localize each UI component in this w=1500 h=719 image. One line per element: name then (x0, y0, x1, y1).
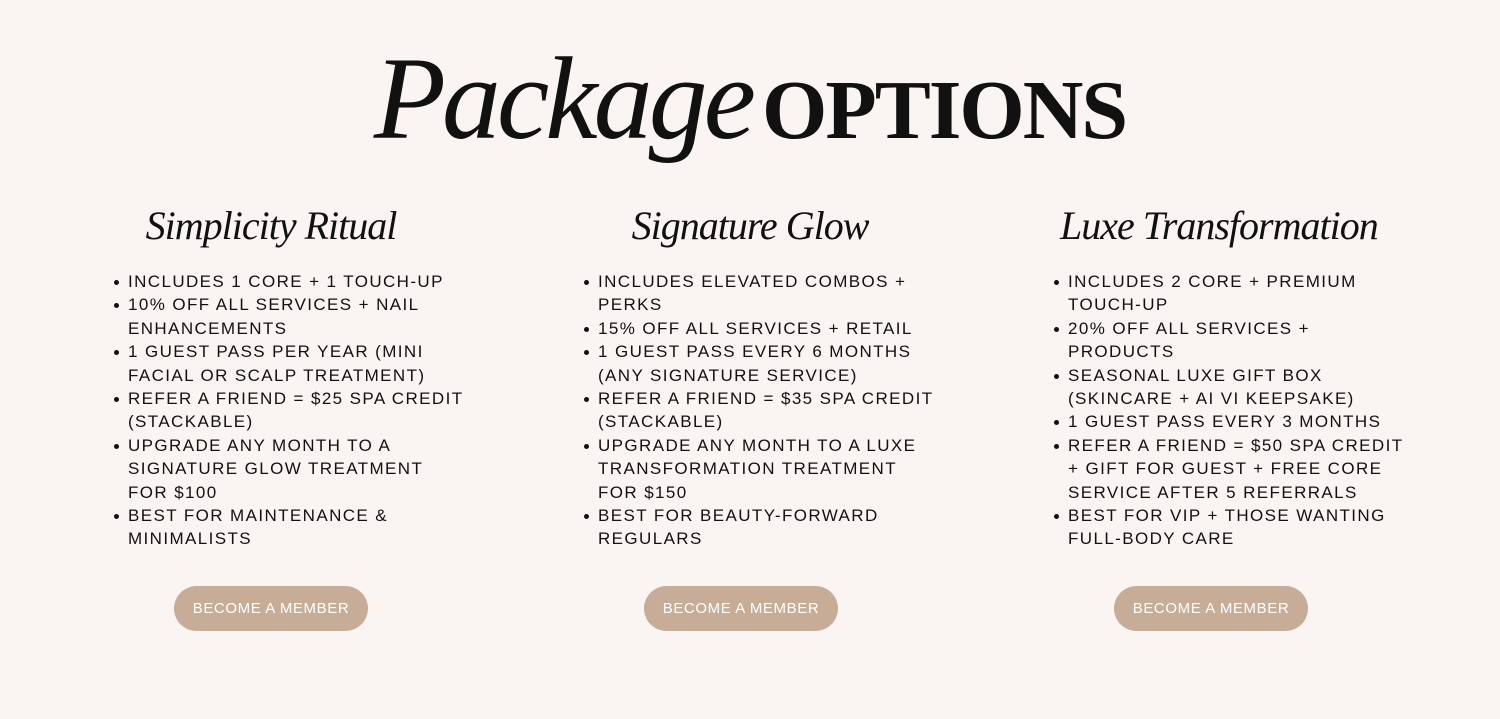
package-features-simplicity (114, 270, 464, 551)
feature-item: BEST FOR VIP + THOSE WANTING FULL-BODY CARE (1054, 504, 1404, 551)
feature-item: 1 GUEST PASS EVERY 3 MONTHS (1054, 410, 1404, 433)
feature-item: 10% OFF ALL SERVICES + NAIL ENHANCEMENTS (114, 293, 464, 340)
package-features-signature (584, 270, 934, 551)
feature-item: REFER A FRIEND = $25 SPA CREDIT (STACKABLE) (114, 387, 464, 434)
page-title-caps: OPTIONS (762, 64, 1127, 157)
become-member-button-signature[interactable]: BECOME A MEMBER (644, 586, 838, 631)
feature-item: BEST FOR MAINTENANCE & MINIMALISTS (114, 504, 464, 551)
feature-item: SEASONAL LUXE GIFT BOX (SKINCARE + AI VI KEEPSAKE) (1054, 364, 1404, 411)
feature-item: REFER A FRIEND = $35 SPA CREDIT (STACKABLE) (584, 387, 934, 434)
feature-item: 1 GUEST PASS EVERY 6 MONTHS (ANY SIGNATURE SERVICE) (584, 340, 934, 387)
become-member-button-simplicity[interactable]: BECOME A MEMBER (174, 586, 368, 631)
package-title-simplicity: Simplicity Ritual (145, 203, 397, 248)
feature-item: 20% OFF ALL SERVICES + PRODUCTS (1054, 317, 1404, 364)
feature-item: 1 GUEST PASS PER YEAR (MINI FACIAL OR SCALP TREATMENT) (114, 340, 464, 387)
feature-item: BEST FOR BEAUTY-FORWARD REGULARS (584, 504, 934, 551)
feature-item: INCLUDES 1 CORE + 1 TOUCH-UP (114, 270, 464, 293)
feature-item: 15% OFF ALL SERVICES + RETAIL (584, 317, 934, 340)
feature-item: UPGRADE ANY MONTH TO A LUXE TRANSFORMATION TREATMENT FOR $150 (584, 434, 934, 504)
package-title-luxe: Luxe Transformation (1060, 203, 1378, 248)
feature-item: INCLUDES 2 CORE + PREMIUM TOUCH-UP (1054, 270, 1404, 317)
become-member-button-luxe[interactable]: BECOME A MEMBER (1114, 586, 1308, 631)
package-title-signature: Signature Glow (631, 203, 869, 248)
package-features-luxe (1054, 270, 1404, 551)
feature-item: UPGRADE ANY MONTH TO A SIGNATURE GLOW TREATMENT FOR $100 (114, 434, 464, 504)
page-title (0, 33, 1500, 164)
feature-item: INCLUDES ELEVATED COMBOS + PERKS (584, 270, 934, 317)
feature-item: REFER A FRIEND = $50 SPA CREDIT + GIFT FOR GUEST + FREE CORE SERVICE AFTER 5 REFERRALS (1054, 434, 1404, 504)
page-title-script: Package (373, 33, 753, 164)
